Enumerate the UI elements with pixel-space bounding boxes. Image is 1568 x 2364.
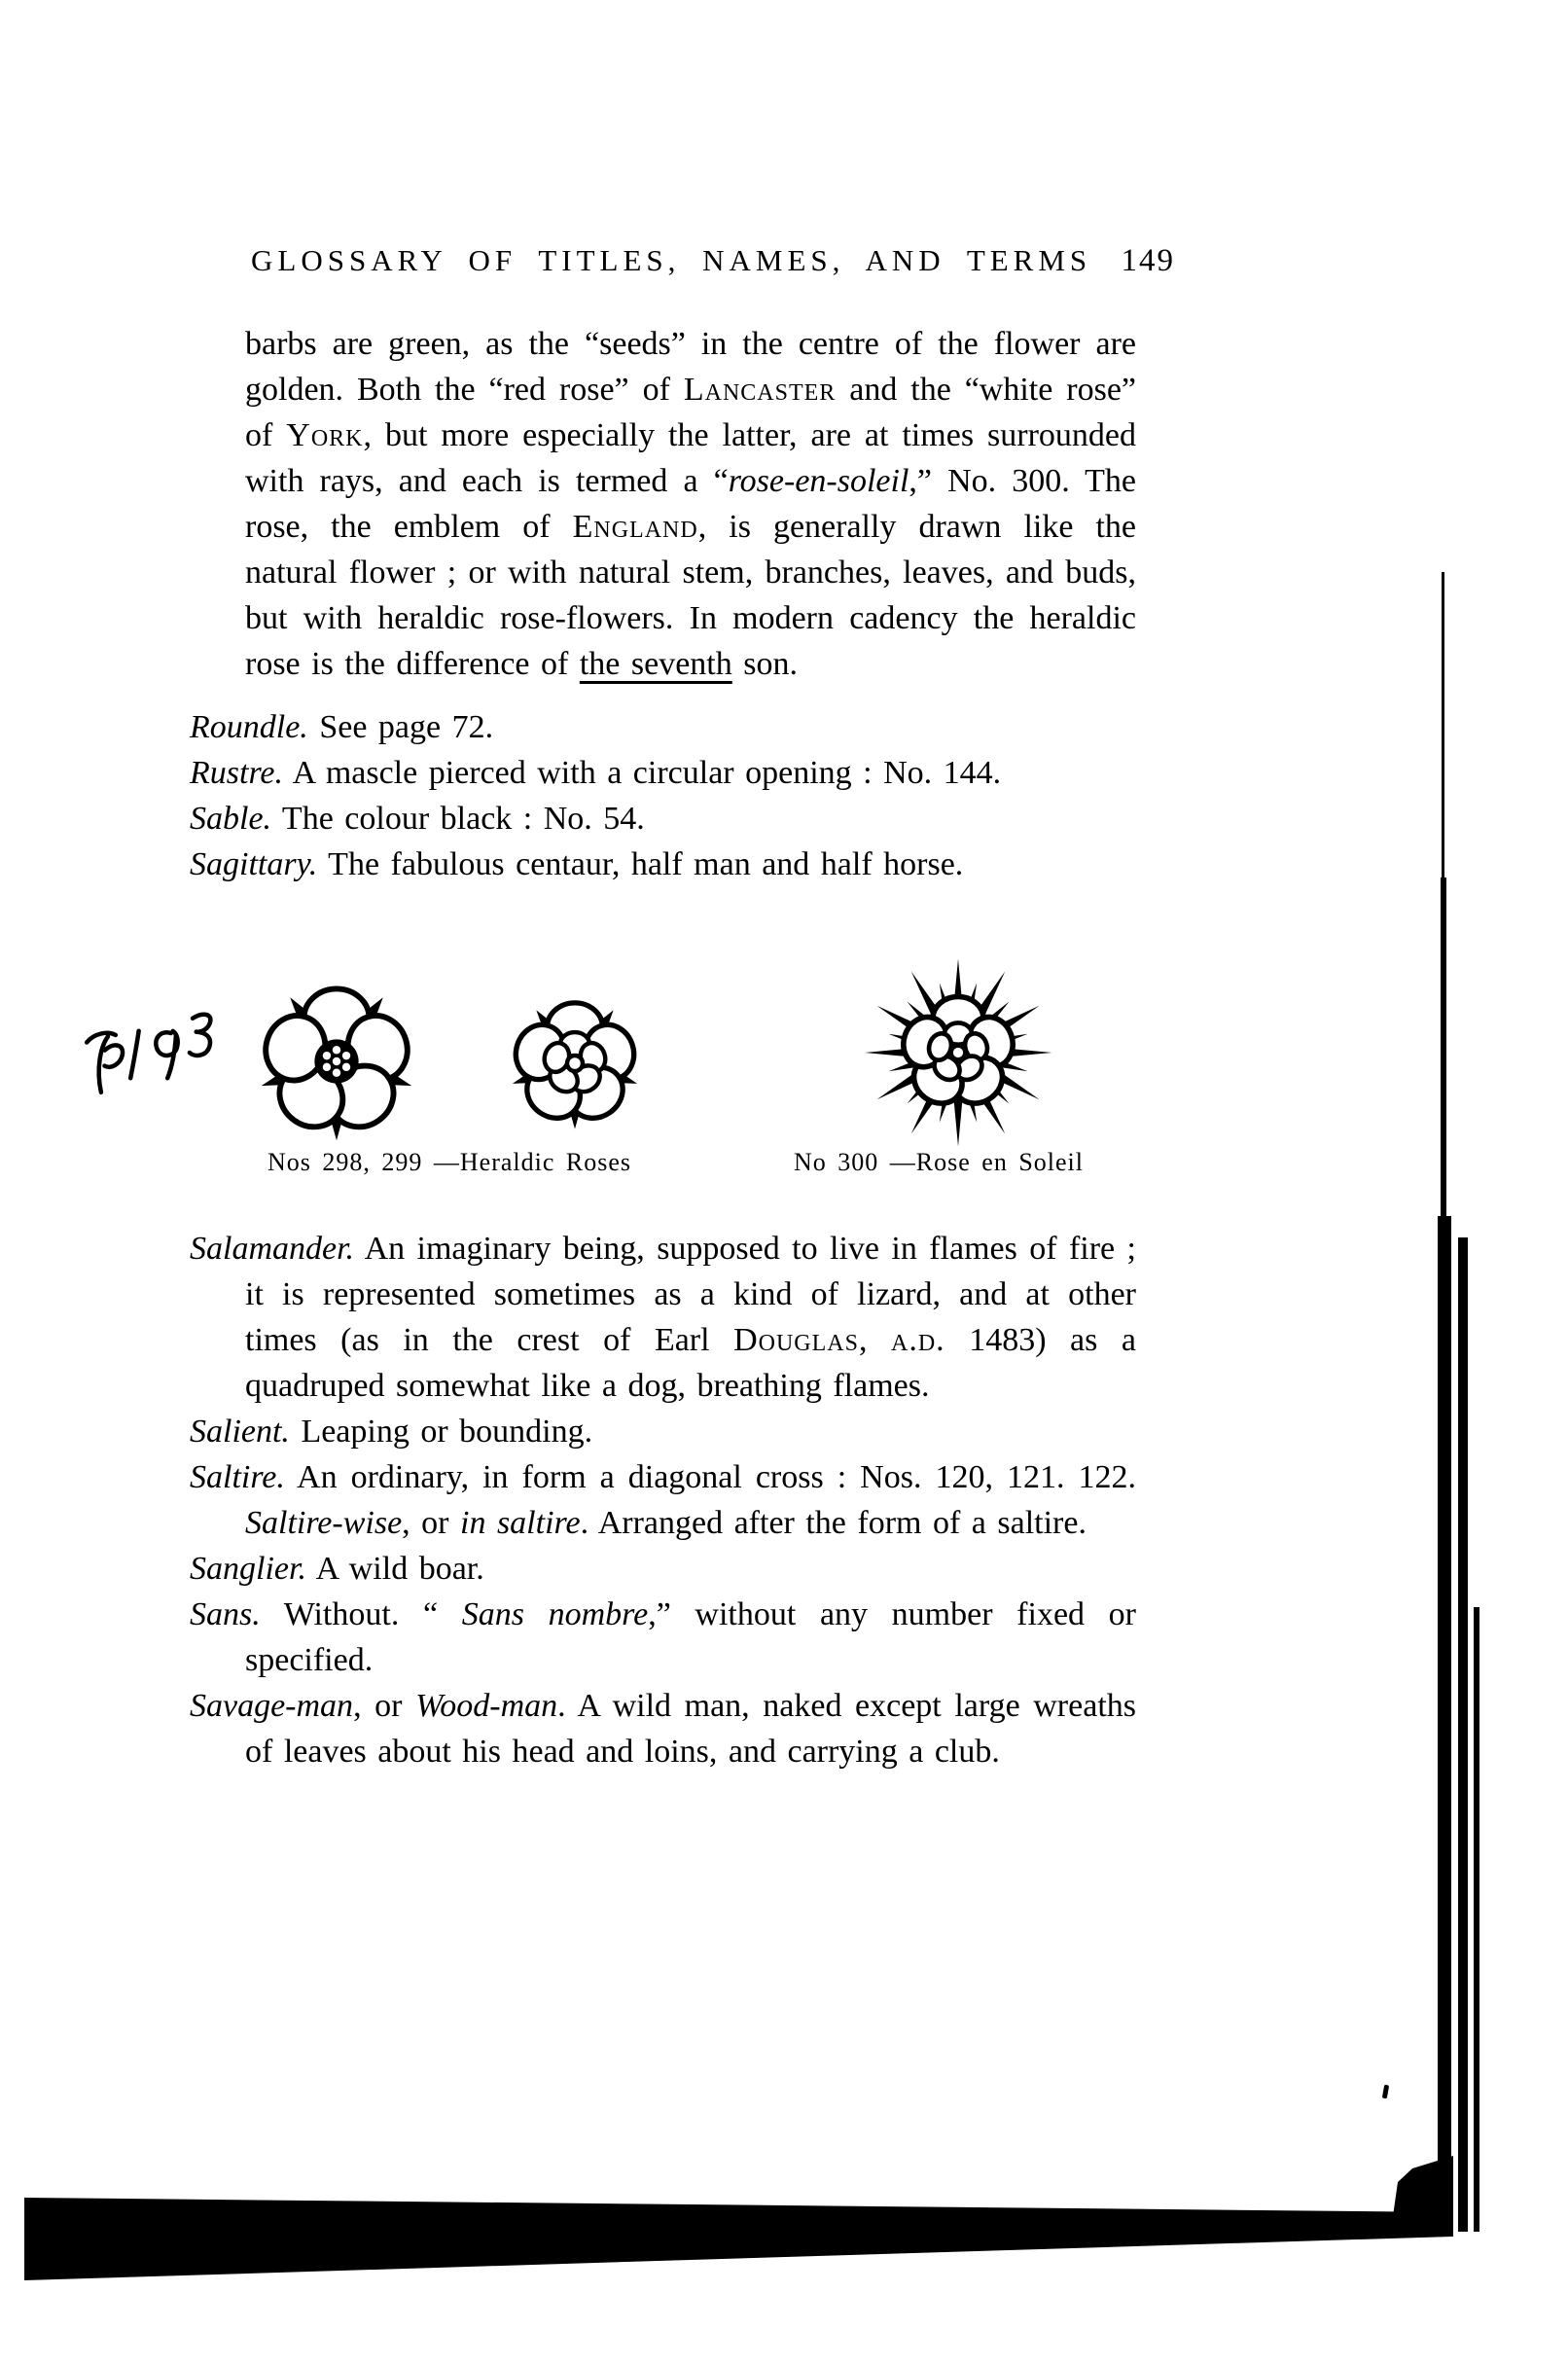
rose-en-soleil-300-image: [859, 953, 1057, 1152]
running-head: [251, 243, 1175, 279]
caption-rose-en-soleil: No 300 —Rose en Soleil: [794, 1148, 1084, 1176]
glossary-entry-rustre: Rustre. A mascle pierced with a circular opening : No. 144.: [190, 755, 1002, 791]
handwritten-note-p193: [80, 1007, 226, 1104]
glossary-entries-bottom: [190, 1226, 1136, 1774]
glossary-entry-roundle: Roundle. See page 72.: [190, 709, 494, 745]
glossary-entry-sable: Sable. The colour black : No. 54.: [190, 801, 645, 837]
heraldic-rose-299-image: [506, 994, 644, 1132]
page-number: 149: [1121, 243, 1175, 278]
glossary-entry-sanglier: Sanglier. A wild boar.: [190, 1551, 484, 1587]
glossary-entry-saltire: Saltire. An ordinary, in form a diagonal cross : Nos. 120, 121. 122. Saltire-wise, or in saltire. Arranged after the form of a saltire.: [190, 1459, 1136, 1541]
intro-paragraph: barbs are green, as the “seeds” in the centre of the flower are golden. Both the “red rose” of Lancaster and the “white rose” of York, but more especially the latter, are at times surrounded with rays, and each is termed a “rose-en-soleil,” No. 300. The rose, the emblem of England, is generally drawn like the natural flower ; or with natural stem, branches, leaves, and buds, but with heraldic rose-flowers. In modern cadency the heraldic rose is the difference of the seventh son.: [245, 326, 1137, 682]
caption-heraldic-roses: Nos 298, 299 —Heraldic Roses: [267, 1148, 632, 1176]
page-title: GLOSSARY OF TITLES, NAMES, AND TERMS: [251, 243, 1092, 277]
glossary-entry-sans: Sans. Without. “ Sans nombre,” without any number fixed or specified.: [190, 1596, 1136, 1678]
heraldic-rose-298-image: [255, 976, 418, 1147]
glossary-entries-top: [190, 704, 1136, 887]
glossary-entry-sagittary: Sagittary. The fabulous centaur, half man and half horse.: [190, 846, 964, 882]
glossary-entry-salamander: Salamander. An imaginary being, supposed to live in flames of fire ; it is represented sometimes as a kind of lizard, and at other times (as in the crest of Earl Douglas, a.d. 1483) as a quadruped somewhat like a dog, breathing flames.: [190, 1231, 1136, 1404]
glossary-entry-savage-man: Savage-man, or Wood-man. A wild man, naked except large wreaths of leaves about his head and loins, and carrying a club.: [190, 1688, 1136, 1770]
glossary-entry-salient: Salient. Leaping or bounding.: [190, 1414, 593, 1450]
